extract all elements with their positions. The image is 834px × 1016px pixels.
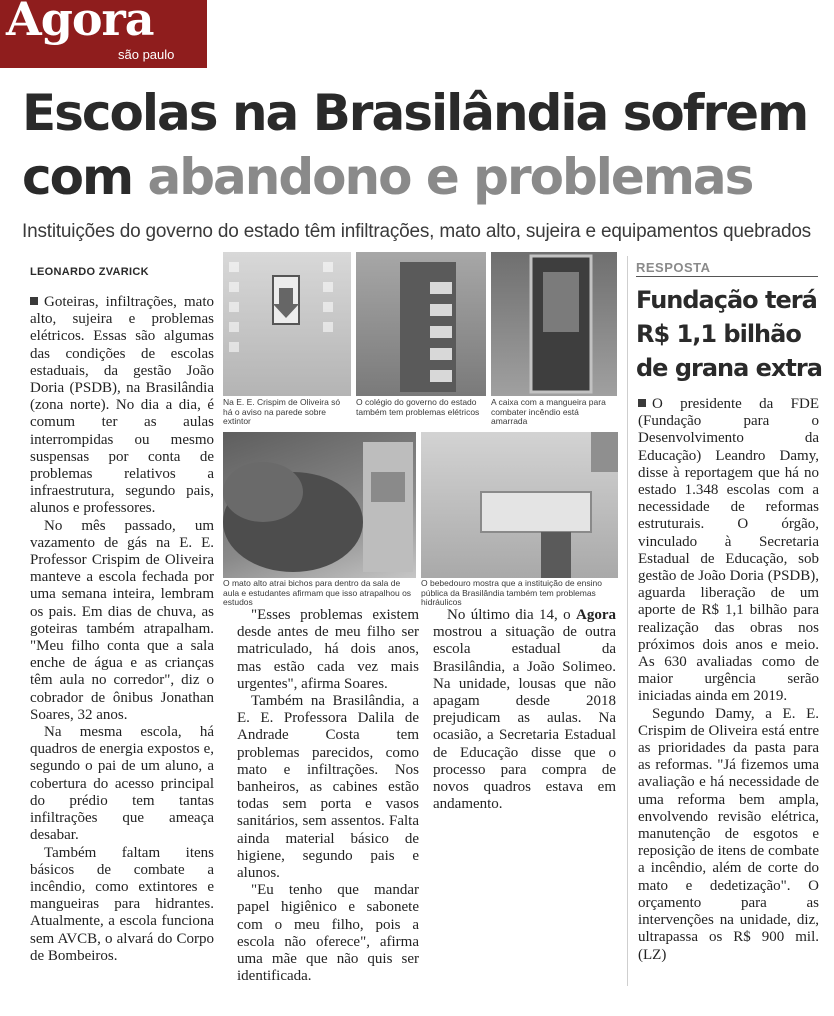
brand-logo: Agora bbox=[6, 0, 154, 46]
article-column-1 bbox=[30, 294, 214, 974]
hose-box-icon bbox=[491, 252, 617, 396]
photo-tall-weeds bbox=[223, 432, 416, 578]
article-paragraph: Na mesma escola, há quadros de energia expostos e, segundo o pai de um aluno, a cobertura do acesso principal do prédio tem tantas infiltrações que ameaça desabar. bbox=[30, 724, 214, 844]
article-paragraph: Também faltam itens básicos de combate a incêndio, como extintores e mangueiras para hidrantes. Atualmente, a escola funciona sem AVCB, o alvará do Corpo de Bombeiros. bbox=[30, 844, 214, 964]
photo-caption: O mato alto atrai bichos para dentro da sala de aula e estudantes afirmam que isso atrapalhou os estudos bbox=[223, 578, 412, 607]
masthead bbox=[0, 0, 207, 68]
photo-water-fountain bbox=[421, 432, 618, 578]
article-column-3 bbox=[433, 607, 616, 813]
sidebar-title-line: de grana extra bbox=[636, 354, 822, 382]
photo-extinguisher-sign bbox=[223, 252, 351, 396]
sidebar-title-line: R$ 1,1 bilhão bbox=[636, 320, 801, 348]
sidebar-rule bbox=[636, 276, 818, 277]
column-divider bbox=[627, 256, 628, 986]
headline-line-2-a: com bbox=[22, 148, 148, 206]
photo-caption: O colégio do governo do estado também tem problemas elétricos bbox=[356, 397, 480, 417]
sidebar-paragraph: Segundo Damy, a E. E. Crispim de Oliveira está entre as prioridades da pasta para as reformas. "Já fizemos uma avaliação e há necessidade de uma reforma bem ampla, envolvendo revisão elétrica, manutenção de esgotos e reposição de itens de combate a incêndio, além de corte do mato e dedetização". O orçamento para as intervenções na unidade, diz, ultrapassa os R$ 900 mil. (LZ) bbox=[638, 705, 819, 963]
headline-line-2-b: abandono e problemas bbox=[147, 148, 753, 206]
photo-caption: A caixa com a mangueira para combater incêndio está amarrada bbox=[491, 397, 606, 426]
sidebar-body bbox=[638, 396, 819, 976]
paragraph-text: mostrou a situação de outra escola estadual da Brasilândia, a João Solimeo. Na unidade, lousas que não apagam desde 2018 prejudicam as aulas. Na ocasião, a Secretaria Estadual de Educação disse que o processo para compra de novos quadros estava em andamento. bbox=[433, 624, 616, 813]
newspaper-name: Agora bbox=[576, 607, 616, 623]
photo-electrical-panel bbox=[356, 252, 486, 396]
headline-line-2 bbox=[22, 148, 753, 206]
headline-line-1: Escolas na Brasilândia sofrem bbox=[22, 84, 808, 142]
photo-caption: Na E. E. Crispim de Oliveira só há o aviso na parede sobre extintor bbox=[223, 397, 341, 426]
paragraph-bullet-icon bbox=[638, 399, 646, 407]
article-paragraph: "Esses problemas existem desde antes de meu filho ser matriculado, há dois anos, mas estão cada vez mais urgentes", afirma Soares. bbox=[237, 607, 419, 692]
subheadline: Instituições do governo do estado têm infiltrações, mato alto, sujeira e equipamentos quebrados bbox=[22, 221, 811, 242]
photo-fire-hose-box bbox=[491, 252, 617, 396]
article-paragraph bbox=[433, 607, 616, 813]
sidebar-title-line: Fundação terá bbox=[636, 286, 817, 314]
sidebar-paragraph: O presidente da FDE (Fundação para o Desenvolvimento da Educação) Leandro Damy, disse à reportagem que há no estado 1.348 escolas com a necessidade de reformas estruturais. O órgão, vinculado à Secretaria Estadual de Educação, sob gestão de João Doria (PSDB), aguarda liberação de um aporte de R$ 1,1 bilhão para realização das obras nos próximos dois anos e meio. As 630 avaliadas como de maior urgência serão iniciadas ainda em 2019. bbox=[638, 396, 819, 705]
byline: LEONARDO ZVARICK bbox=[30, 266, 149, 278]
fountain-icon bbox=[421, 432, 618, 578]
vegetation-icon bbox=[223, 432, 416, 578]
article-paragraph: No mês passado, um vazamento de gás na E. E. Professor Crispim de Oliveira manteve a escola fechada por uma semana inteira, lembram os pais. Em dias de chuva, as goteiras também atrapalham. "Meu filho conta que a sala enche de água e as crianças têm aula no corredor", diz o cobrador de ônibus Jonathan Soares, 32 anos. bbox=[30, 517, 214, 723]
paragraph-text: No último dia 14, o bbox=[447, 607, 576, 623]
paragraph-bullet-icon bbox=[30, 297, 38, 305]
article-column-2 bbox=[237, 607, 419, 987]
arrow-sign-icon bbox=[223, 252, 351, 396]
sidebar-label: RESPOSTA bbox=[636, 260, 711, 275]
article-paragraph: "Eu tenho que mandar papel higiênico e sabonete com o meu filho, pois a escola não oferece", afirma uma mãe que não quis ser identificada. bbox=[237, 882, 419, 985]
photo-caption: O bebedouro mostra que a instituição de ensino pública da Brasilândia também tem problemas hidráulicos bbox=[421, 578, 602, 607]
article-paragraph: Também na Brasilândia, a E. E. Professora Dalila de Andrade Costa tem problemas parecidos, como mato e infiltrações. Nos banheiros, as cabines estão todas sem porta e vasos sanitários, sem assentos. Falta ainda material básico de higiene, segundo pais e alunos. bbox=[237, 693, 419, 882]
brand-city: são paulo bbox=[118, 47, 175, 62]
electrical-panel-icon bbox=[356, 252, 486, 396]
article-paragraph: Goteiras, infiltrações, mato alto, sujeira e problemas elétricos. Essas são algumas das condições de escolas estaduais, da gestão João Doria (PSDB), na Brasilândia (zona norte). No dia a dia, é comum ter as aulas interrompidas ou mesmo suspensas por conta de problemas relativos a infraestrutura, segundo pais, alunos e professores. bbox=[30, 294, 214, 517]
